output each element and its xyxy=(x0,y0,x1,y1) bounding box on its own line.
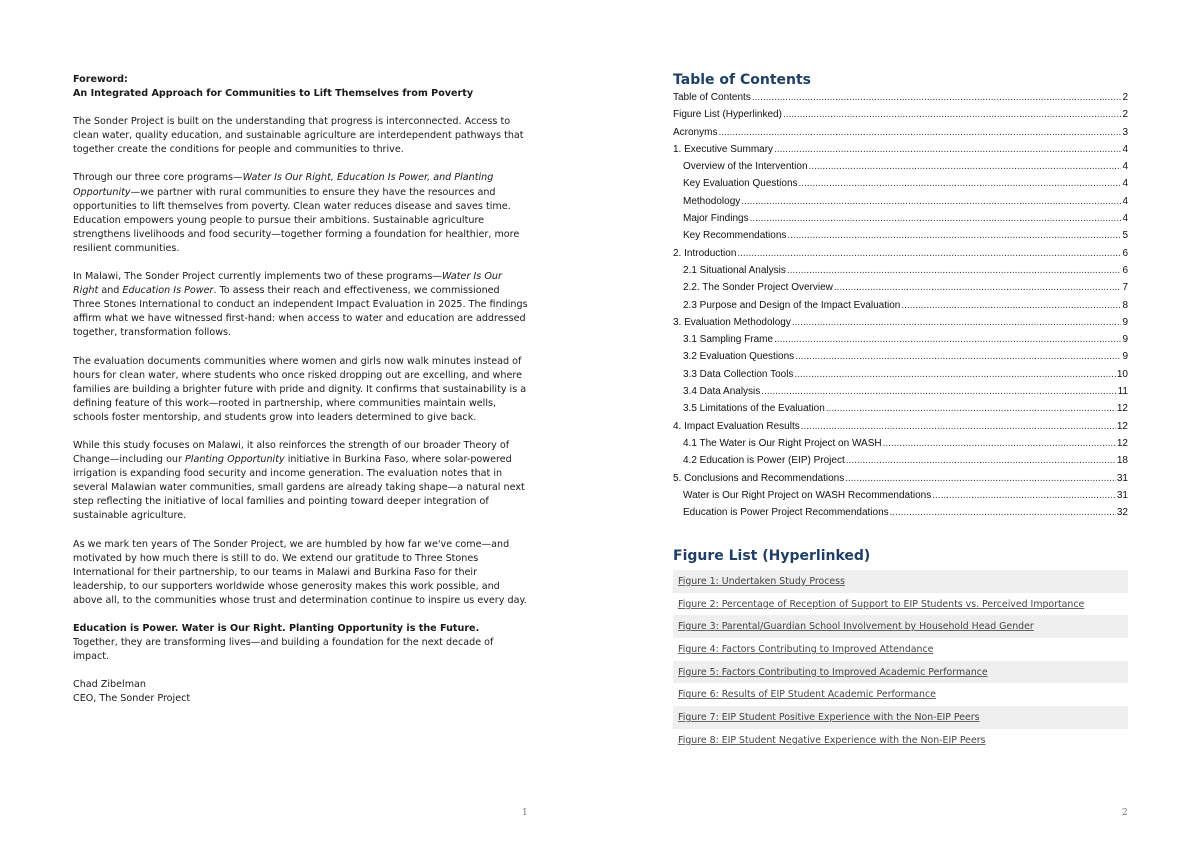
page-number: 1 xyxy=(522,808,528,818)
toc-entry-label: 4.2 Education is Power (EIP) Project xyxy=(683,455,845,467)
text-run: In Malawi, The Sonder Project currently implements two of these programs— xyxy=(73,271,442,283)
figure-list-item xyxy=(673,615,1128,638)
figure-list-item xyxy=(673,706,1128,729)
figure-link[interactable]: Figure 8: EIP Student Negative Experience with the Non-EIP Peers xyxy=(678,734,986,746)
toc-entry[interactable] xyxy=(673,490,1128,507)
foreword-paragraph-3 xyxy=(73,270,529,340)
foreword-label: Foreword: xyxy=(73,74,128,85)
figure-list-item xyxy=(673,638,1128,661)
toc-entry[interactable] xyxy=(673,403,1128,420)
toc-leader-dots xyxy=(787,230,1121,241)
toc-list xyxy=(673,92,1128,524)
toc-entry-page: 9 xyxy=(1122,334,1128,346)
toc-entry-page: 7 xyxy=(1122,282,1128,294)
toc-entry-label: Acronyms xyxy=(673,126,718,138)
toc-entry[interactable] xyxy=(673,265,1128,282)
toc-entry[interactable] xyxy=(673,248,1128,265)
toc-entry-label: 3.5 Limitations of the Evaluation xyxy=(683,403,825,415)
toc-leader-dots xyxy=(752,92,1122,103)
figure-link[interactable]: Figure 5: Factors Contributing to Improved Academic Performance xyxy=(678,666,988,678)
toc-entry[interactable] xyxy=(673,230,1128,247)
toc-entry-label: Overview of the Intervention xyxy=(683,161,808,173)
figure-list-item xyxy=(673,661,1128,684)
text-run: —we partner with rural communities to ensure they have the resources and opportunities to lift themselves from poverty. Clean water reduces disease and saves time. Education empowers young people to pursue their ambitions. Sustainable agriculture strengthens livelihoods and food security—together forming a foundation for healthier, more resilient communities. xyxy=(73,186,520,254)
toc-entry[interactable] xyxy=(673,334,1128,351)
figure-link[interactable]: Figure 6: Results of EIP Student Academic Performance xyxy=(678,689,936,701)
toc-leader-dots xyxy=(761,386,1116,397)
toc-entry-page: 4 xyxy=(1122,143,1128,155)
toc-leader-dots xyxy=(795,351,1121,362)
toc-heading: Table of Contents xyxy=(673,72,812,88)
toc-leader-dots xyxy=(774,144,1121,155)
toc-entry-label: 4. Impact Evaluation Results xyxy=(673,420,800,432)
figure-list-item xyxy=(673,593,1128,616)
toc-entry-page: 3 xyxy=(1122,126,1128,138)
closing-slogan: Education is Power. Water is Our Right. Planting Opportunity is the Future. xyxy=(73,623,480,634)
figure-list xyxy=(673,548,1128,752)
toc-entry-page: 2 xyxy=(1122,109,1128,121)
toc-leader-dots xyxy=(809,161,1122,172)
toc-leader-dots xyxy=(787,265,1122,276)
toc-entry-page: 4 xyxy=(1122,178,1128,190)
toc-entry-page: 4 xyxy=(1122,195,1128,207)
figure-link[interactable]: Figure 2: Percentage of Reception of Support to EIP Students vs. Perceived Importance xyxy=(678,598,1085,610)
toc-entry[interactable] xyxy=(673,507,1128,524)
toc-entry-page: 18 xyxy=(1116,455,1128,467)
toc-entry-label: Table of Contents xyxy=(673,92,751,103)
toc-entry-page: 9 xyxy=(1122,316,1128,328)
figure-list-item xyxy=(673,570,1128,593)
foreword-paragraph-5 xyxy=(73,439,529,524)
toc-leader-dots xyxy=(774,334,1121,345)
toc-leader-dots xyxy=(901,300,1121,311)
figure-link[interactable]: Figure 3: Parental/Guardian School Involvement by Household Head Gender xyxy=(678,621,1034,633)
toc-entry[interactable] xyxy=(673,161,1128,178)
toc-entry-label: 2.2. The Sonder Project Overview xyxy=(683,282,833,294)
toc-entry-page: 9 xyxy=(1122,351,1128,363)
text-run: initiative in Burkina Faso, where solar-powered irrigation is expanding food security and income generation. The evaluation notes that in several Malawian water communities, small gardens are already taking shape—a natural next step reflecting the initiative of local families and pointing toward deeper integration of sustainable agriculture. xyxy=(73,454,525,522)
toc-entry-label: Key Evaluation Questions xyxy=(683,178,798,190)
toc-entry-label: Education is Power Project Recommendations xyxy=(683,507,889,519)
toc-entry-page: 6 xyxy=(1122,264,1128,276)
toc-entry-label: 3. Evaluation Methodology xyxy=(673,316,791,328)
toc-entry-label: 1. Executive Summary xyxy=(673,143,774,155)
toc-entry[interactable] xyxy=(673,455,1128,472)
toc-entry[interactable] xyxy=(673,213,1128,230)
figure-link[interactable]: Figure 7: EIP Student Positive Experience with the Non-EIP Peers xyxy=(678,711,980,723)
table-of-contents xyxy=(673,72,1128,524)
toc-entry[interactable] xyxy=(673,386,1128,403)
toc-leader-dots xyxy=(737,248,1121,259)
figure-link[interactable]: Figure 4: Factors Contributing to Improved Attendance xyxy=(678,643,934,655)
toc-entry-page: 5 xyxy=(1122,230,1128,242)
toc-entry-label: 2. Introduction xyxy=(673,247,737,259)
toc-entry[interactable] xyxy=(673,300,1128,317)
toc-leader-dots xyxy=(801,421,1116,432)
foreword-paragraph-1: The Sonder Project is built on the understanding that progress is interconnected. Access to clean water, quality education, and sustainable agriculture are interdependent pathways that together create the conditions for people and communities to thrive. xyxy=(73,116,524,156)
figure-list-items xyxy=(673,570,1128,752)
toc-entry-label: 2.3 Purpose and Design of the Impact Evaluation xyxy=(683,299,901,311)
toc-entry-page: 12 xyxy=(1116,403,1128,415)
toc-entry-page: 12 xyxy=(1116,437,1128,449)
program-names: Water Is Our Right, Education Is Power, and Planting Opportunity xyxy=(73,172,494,198)
text-run: and xyxy=(98,285,123,297)
toc-entry-label: Water is Our Right Project on WASH Recommendations xyxy=(683,489,932,501)
toc-entry-page: 12 xyxy=(1116,420,1128,432)
toc-entry[interactable] xyxy=(673,473,1128,490)
program-name: Education Is Power xyxy=(122,285,214,297)
toc-leader-dots xyxy=(741,196,1121,207)
toc-entry[interactable] xyxy=(673,144,1128,161)
foreword-paragraph-6: As we mark ten years of The Sonder Project, we are humbled by how far we've come—and motivated by how much there is still to do. We extend our gratitude to Three Stones International for their partnership, to our teams in Malawi and Burkina Faso for their leadership, to our supporters worldwide whose generosity makes this work possible, and above all, to the communities whose trust and determination continue to inspire us every day. xyxy=(73,538,527,606)
toc-entry-page: 8 xyxy=(1122,299,1128,311)
signer-name: Chad Zibelman xyxy=(73,679,146,691)
toc-entry[interactable] xyxy=(673,196,1128,213)
toc-entry-page: 6 xyxy=(1122,247,1128,259)
toc-entry[interactable] xyxy=(673,421,1128,438)
text-run: While this study focuses on Malawi, it also reinforces the strength of our broader Theory of Change—including our xyxy=(73,439,510,466)
signer-title: CEO, The Sonder Project xyxy=(73,693,191,705)
toc-entry-page: 32 xyxy=(1116,507,1128,519)
toc-entry-page: 31 xyxy=(1116,472,1128,484)
toc-entry-page: 4 xyxy=(1122,213,1128,225)
toc-entry[interactable] xyxy=(673,317,1128,334)
toc-leader-dots xyxy=(783,109,1122,120)
toc-leader-dots xyxy=(846,455,1116,466)
toc-leader-dots xyxy=(834,282,1122,293)
toc-entry[interactable] xyxy=(673,127,1128,144)
toc-entry-label: Methodology xyxy=(683,195,741,207)
toc-entry-label: Major Findings xyxy=(683,213,749,225)
toc-entry-page: 10 xyxy=(1116,368,1128,380)
toc-entry-label: 3.3 Data Collection Tools xyxy=(683,368,794,380)
toc-entry-label: 3.1 Sampling Frame xyxy=(683,334,774,346)
foreword xyxy=(73,73,529,706)
text-run: Through our three core programs— xyxy=(73,172,243,184)
toc-entry-label: Key Recommendations xyxy=(683,230,787,242)
program-name: Water Is Our Right xyxy=(73,271,502,297)
toc-entry-label: Figure List (Hyperlinked) xyxy=(673,109,782,121)
toc-entry-page: 2 xyxy=(1122,92,1128,103)
figure-list-item xyxy=(673,729,1128,752)
closing-text: Together, they are transforming lives—and building a foundation for the next decade of impact. xyxy=(73,637,494,663)
foreword-closing xyxy=(73,622,529,664)
page-number: 2 xyxy=(1122,808,1128,818)
toc-leader-dots xyxy=(826,403,1116,414)
toc-entry[interactable] xyxy=(673,92,1128,109)
toc-leader-dots xyxy=(845,473,1116,484)
toc-leader-dots xyxy=(794,369,1115,380)
figure-list-heading: Figure List (Hyperlinked) xyxy=(673,548,871,564)
toc-leader-dots xyxy=(792,317,1122,328)
toc-entry[interactable] xyxy=(673,438,1128,455)
toc-leader-dots xyxy=(890,507,1116,518)
toc-leader-dots xyxy=(932,490,1116,501)
toc-entry[interactable] xyxy=(673,369,1128,386)
toc-entry-page: 31 xyxy=(1116,489,1128,501)
toc-leader-dots xyxy=(799,178,1122,189)
toc-entry[interactable] xyxy=(673,178,1128,195)
toc-entry[interactable] xyxy=(673,109,1128,126)
toc-leader-dots xyxy=(750,213,1122,224)
toc-entry-page: 11 xyxy=(1117,386,1128,398)
toc-entry[interactable] xyxy=(673,282,1128,299)
figure-list-item xyxy=(673,683,1128,706)
toc-leader-dots xyxy=(718,127,1121,138)
foreword-paragraph-4: The evaluation documents communities where women and girls now walk minutes instead of hours for clean water, where students who once risked dropping out are excelling, and where families are building a brighter future with pride and dignity. It confirms that sustainability is a defining feature of this work—rooted in partnership, where communities maintain wells, schools foster mentorship, and students grow into leaders determined to give back. xyxy=(73,355,527,423)
toc-entry-label: 5. Conclusions and Recommendations xyxy=(673,472,845,484)
toc-entry-label: 3.4 Data Analysis xyxy=(683,386,761,398)
program-name: Planting Opportunity xyxy=(185,454,285,466)
foreword-paragraph-2 xyxy=(73,171,529,256)
toc-leader-dots xyxy=(883,438,1116,449)
page-2 xyxy=(600,0,1200,848)
text-run: . To assess their reach and effectiveness, we commissioned Three Stones International to conduct an independent Impact Evaluation in 2025. The findings affirm what we have witnessed first-hand: when access to water and education are addressed together, transformation follows. xyxy=(73,285,528,339)
foreword-title: An Integrated Approach for Communities to Lift Themselves from Poverty xyxy=(73,88,474,100)
toc-entry[interactable] xyxy=(673,351,1128,368)
toc-entry-label: 4.1 The Water is Our Right Project on WASH xyxy=(683,437,882,449)
toc-entry-label: 3.2 Evaluation Questions xyxy=(683,351,795,363)
toc-entry-page: 4 xyxy=(1122,161,1128,173)
figure-link[interactable]: Figure 1: Undertaken Study Process xyxy=(678,575,845,587)
toc-entry-label: 2.1 Situational Analysis xyxy=(683,264,786,276)
